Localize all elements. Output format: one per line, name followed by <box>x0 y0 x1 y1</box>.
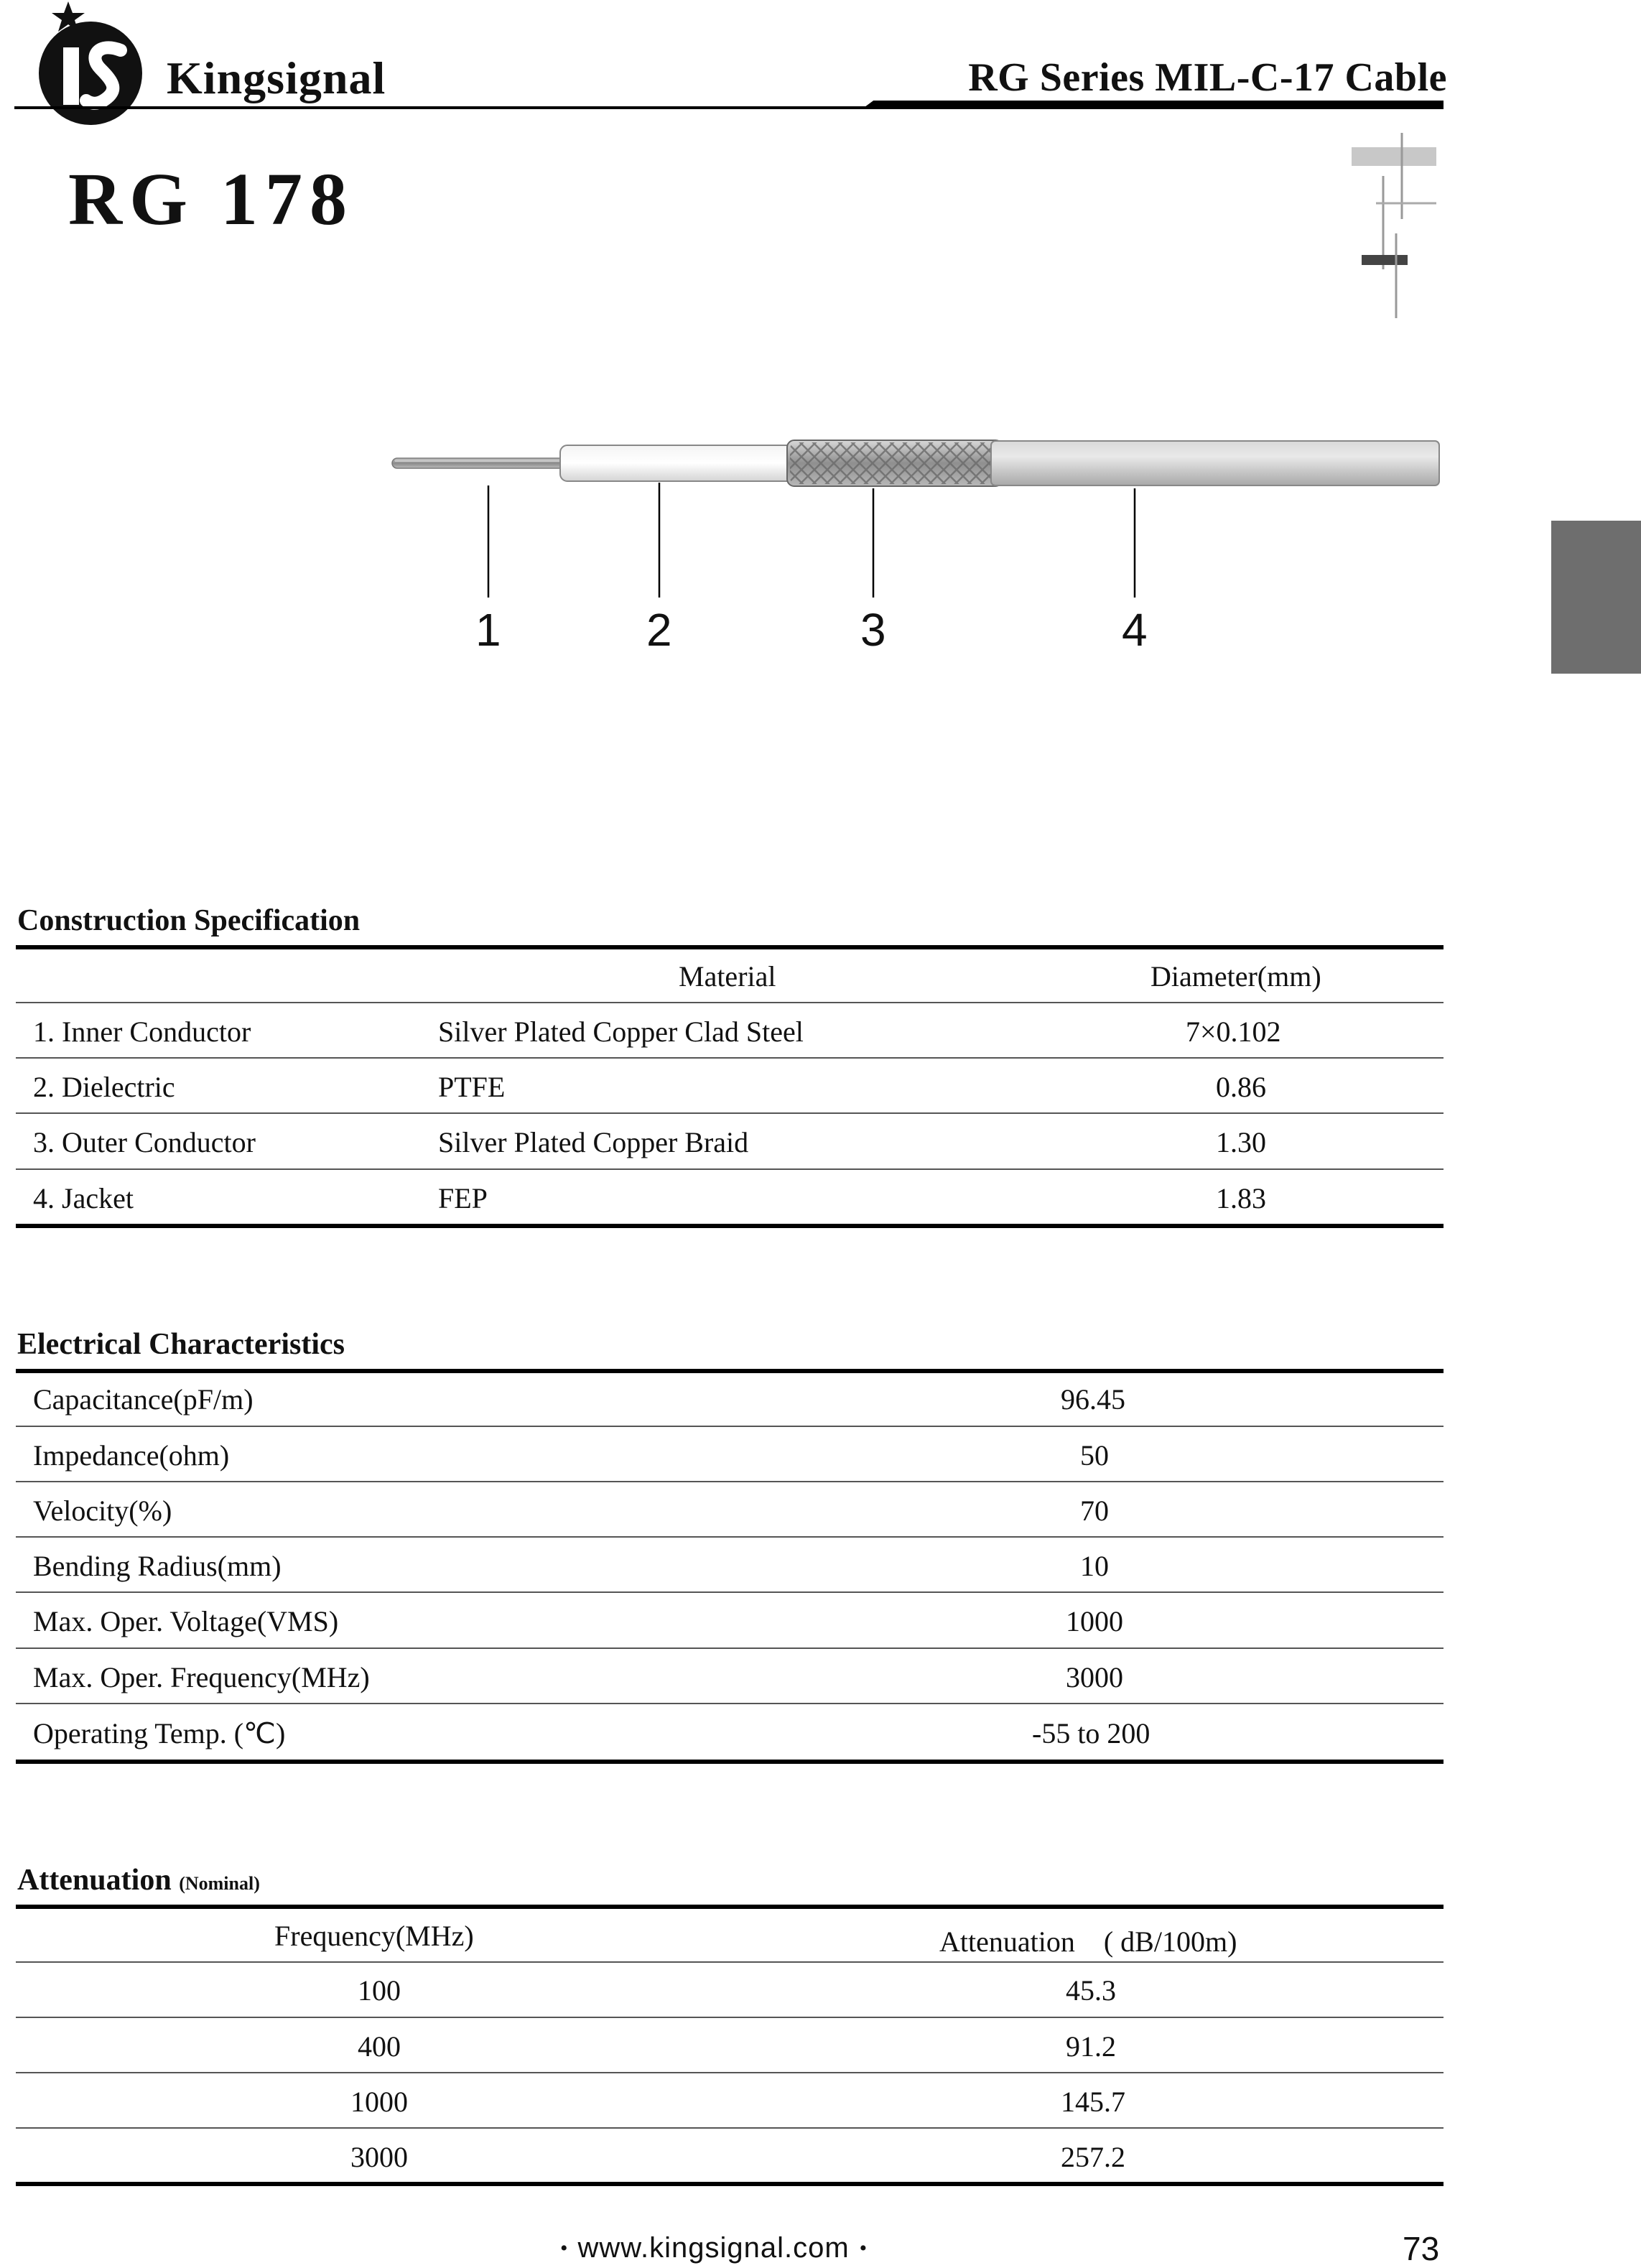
attenuation-subtitle: (Nominal) <box>179 1873 260 1894</box>
col-header-diameter: Diameter(mm) <box>1150 960 1321 993</box>
table-row-name: 3. Outer Conductor <box>33 1126 256 1158</box>
table-row-value: -55 to 200 <box>1032 1717 1150 1749</box>
row-divider <box>16 1591 1444 1593</box>
callout-label-1: 1 <box>475 604 501 656</box>
row-divider <box>16 1703 1444 1704</box>
cable-diagram <box>388 431 1451 661</box>
kingsignal-logo-icon <box>29 0 151 129</box>
table-row-name: Impedance(ohm) <box>33 1439 230 1472</box>
table-row-name: Max. Oper. Voltage(VMS) <box>33 1605 339 1637</box>
bullet-icon: • <box>560 2236 568 2260</box>
table-row-value: 96.45 <box>1061 1383 1125 1416</box>
table-row-value: 50 <box>1080 1439 1109 1472</box>
jacket-part <box>991 441 1439 485</box>
side-tab <box>1551 521 1641 674</box>
table-row-name: Operating Temp. (℃) <box>33 1717 286 1749</box>
callout-label-2: 2 <box>646 604 672 656</box>
table-row-name: 2. Dielectric <box>33 1071 175 1103</box>
table-row-frequency: 400 <box>358 2030 401 2063</box>
table-row-name: 4. Jacket <box>33 1182 134 1214</box>
table-row-value: 10 <box>1080 1550 1109 1582</box>
page-title: RG 178 <box>68 158 354 241</box>
table-row-value: 1000 <box>1066 1605 1123 1637</box>
table-row-value: 70 <box>1080 1495 1109 1527</box>
row-divider <box>16 2072 1444 2073</box>
row-divider <box>16 1536 1444 1538</box>
table-row-attenuation: 91.2 <box>1066 2030 1116 2063</box>
table-row-name: 1. Inner Conductor <box>33 1016 251 1048</box>
electrical-top-rule <box>16 1369 1444 1373</box>
row-divider <box>16 1002 1444 1003</box>
table-row-diameter: 7×0.102 <box>1186 1016 1281 1048</box>
table-row-frequency: 100 <box>358 1974 401 2007</box>
dielectric-part <box>560 445 797 481</box>
row-divider <box>16 2017 1444 2018</box>
row-divider <box>16 1168 1444 1170</box>
table-row-name: Velocity(%) <box>33 1495 172 1527</box>
table-row-diameter: 1.83 <box>1216 1182 1266 1214</box>
callout-label-4: 4 <box>1122 604 1148 656</box>
col-header-material: Material <box>679 960 776 993</box>
construction-title: Construction Specification <box>17 904 361 937</box>
table-row-diameter: 0.86 <box>1216 1071 1266 1103</box>
series-title: RG Series MIL-C-17 Cable <box>968 55 1447 100</box>
table-row-material: Silver Plated Copper Braid <box>438 1126 749 1158</box>
footer-url[interactable]: www.kingsignal.com <box>577 2232 850 2264</box>
inner-conductor-part <box>392 458 572 468</box>
table-row-name: Bending Radius(mm) <box>33 1550 282 1582</box>
header-rule-thick <box>862 101 1444 109</box>
bullet-icon: • <box>859 2236 868 2260</box>
attenuation-title-text: Attenuation <box>17 1864 172 1897</box>
table-row-name: Max. Oper. Frequency(MHz) <box>33 1661 370 1693</box>
construction-bottom-rule <box>16 1224 1444 1228</box>
row-divider <box>16 1647 1444 1649</box>
row-divider <box>16 1961 1444 1963</box>
table-row-material: PTFE <box>438 1071 506 1103</box>
page-number: 73 <box>1403 2230 1440 2267</box>
row-divider <box>16 1481 1444 1482</box>
electrical-title: Electrical Characteristics <box>17 1328 345 1361</box>
col-header-attenuation: Attenuation ( dB/100m) <box>939 1925 1237 1958</box>
decorative-marker-icon <box>1350 133 1451 320</box>
brand-name: Kingsignal <box>167 52 386 103</box>
table-row-value: 3000 <box>1066 1661 1123 1693</box>
footer-url-group <box>560 2232 867 2264</box>
table-row-attenuation: 257.2 <box>1061 2141 1125 2173</box>
table-row-name: Capacitance(pF/m) <box>33 1383 254 1416</box>
attenuation-bottom-rule <box>16 2182 1444 2186</box>
row-divider <box>16 1112 1444 1114</box>
attenuation-top-rule <box>16 1905 1444 1909</box>
table-row-diameter: 1.30 <box>1216 1126 1266 1158</box>
table-row-frequency: 3000 <box>350 2141 408 2173</box>
table-row-frequency: 1000 <box>350 2086 408 2118</box>
callout-label-3: 3 <box>860 604 886 656</box>
attenuation-title <box>17 1863 260 1897</box>
row-divider <box>16 1426 1444 1427</box>
row-divider <box>16 1057 1444 1059</box>
electrical-bottom-rule <box>16 1760 1444 1764</box>
table-row-material: FEP <box>438 1182 488 1214</box>
col-header-frequency: Frequency(MHz) <box>274 1920 474 1952</box>
table-row-attenuation: 45.3 <box>1066 1974 1116 2007</box>
table-row-material: Silver Plated Copper Clad Steel <box>438 1016 804 1048</box>
construction-top-rule <box>16 945 1444 949</box>
row-divider <box>16 2127 1444 2129</box>
table-row-attenuation: 145.7 <box>1061 2086 1125 2118</box>
